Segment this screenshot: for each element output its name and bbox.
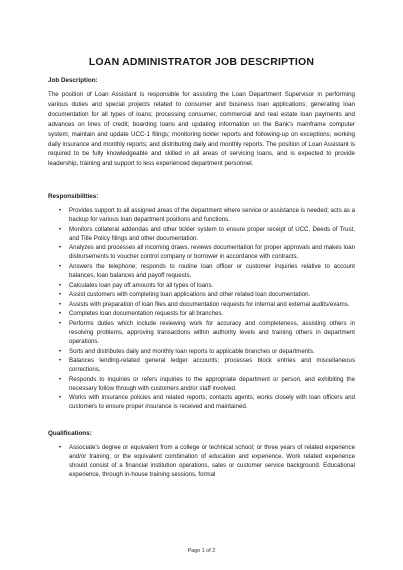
bullet-icon: • — [59, 347, 62, 355]
job-description-text: The position of Loan Assistant is responsible for assisting the Loan Department Supervisor in performing various duties and special projects related to consumer and business loan applications; generating loan documentation for all types of loans; processing consumer, commercial and real estate loan payments and advances on lines of credit; boarding loans and updating information on the Bank’s mainframe computer system; maintain and update UCC-1 filings; monitoring tickler reports and following-up on exceptions; working daily insurance and monthly reports; and distributing daily and monthly reports. The position of Loan Assistant is required to be fully knowledgeable and skilled in all areas of servicing loans, and is expected to provide leadership, training and support to less experienced department personnel. — [48, 91, 355, 168]
job-description-heading: Job Description: — [48, 77, 98, 84]
list-item: • Answers the telephone; responds to routine loan officer or customer inquiries relative to account balances, loan balances and payoff requests. — [59, 263, 355, 280]
list-item: • Assists with preparation of loan files and documentation requests for internal and external audits/exams. — [59, 300, 350, 308]
list-item: • Works with insurance policies and related reports; contacts agents; works closely with loan officers and customers to ensure proper insurance is received and maintained. — [59, 394, 355, 411]
list-item: • Calculates loan pay off amounts for all types of loans. — [59, 281, 214, 289]
list-item: • Completes loan documentation requests for all branches. — [59, 310, 224, 318]
bullet-icon: • — [59, 310, 62, 318]
bullet-icon: • — [59, 281, 62, 289]
list-item: • Balances lending-related general ledger accounts; processes block entries and miscellaneous corrections. — [59, 357, 355, 374]
list-item: • Performs duties which include reviewing work for accuracy and completeness, assisting others in resolving problems, approving transactions within authority levels and training others in department operations. — [59, 320, 355, 345]
responsibilities-heading: Responsibilities: — [48, 193, 99, 201]
list-item: • Monitors collateral addendas and other tickler system to ensure proper receipt of UCC, Deeds of Trust, and Title Policy filings and other documentation. — [59, 225, 355, 242]
bullet-icon: • — [59, 225, 62, 233]
bullet-icon: • — [59, 291, 62, 299]
bullet-icon: • — [59, 357, 62, 365]
list-item: • Responds to inquiries or refers inquiries to the appropriate department or person, and exhibiting the necessary follow through with customers and/or staff involved. — [59, 375, 355, 392]
bullet-icon: • — [59, 300, 62, 308]
bullet-icon: • — [59, 444, 62, 452]
bullet-icon: • — [59, 320, 62, 327]
bullet-icon: • — [59, 394, 62, 402]
list-item: • Assist customers with completing loan applications and other related loan documentation. — [59, 291, 311, 299]
list-item: • Associate’s degree or equivalent from a college or technical school; or three years of related experience and/or training; or the equivalent combination of education and experience. Work related experience should consist of a financial institution operations, sales or customer service background. Educational experience, through in-house training sessions, formal — [59, 444, 355, 479]
bullet-icon: • — [59, 375, 62, 383]
page-number-footer: Page 1 of 2 — [187, 548, 216, 554]
list-item: • Provides support to all assigned areas of the department where service or assistance is needed; acts as a backup for various loan department positions and functions. — [59, 207, 355, 224]
bullet-icon: • — [59, 263, 62, 271]
bullet-icon: • — [59, 207, 62, 215]
qualifications-list — [48, 443, 355, 479]
list-item: • Sorts and distributes daily and monthly loan reports to applicable branches or departments. — [59, 347, 315, 355]
qualifications-heading: Qualifications: — [48, 430, 92, 438]
document-title: LOAN ADMINISTRATOR JOB DESCRIPTION — [88, 56, 315, 68]
bullet-icon: • — [59, 244, 62, 252]
responsibilities-list — [48, 206, 355, 411]
list-item: • Analyzes and processes all incoming draws, reviews documentation for proper approvals and makes loan disbursements to voucher control company or borrower in accordance with contracts. — [59, 244, 355, 261]
